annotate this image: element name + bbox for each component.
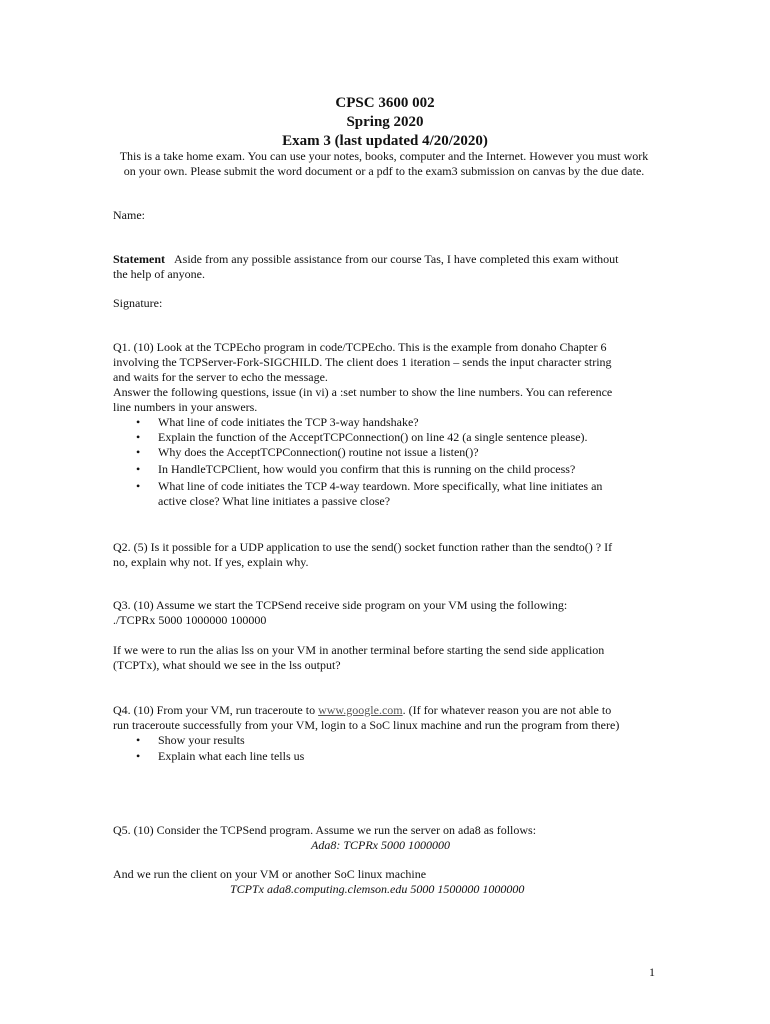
bullet-dot: • bbox=[136, 733, 141, 747]
q5-server-command: Ada8: TCPRx 5000 1000000 bbox=[311, 838, 450, 852]
q1-bullet: Explain the function of the AcceptTCPConnection() on line 42 (a single sentence please). bbox=[158, 430, 588, 444]
q4-bullet: Explain what each line tells us bbox=[158, 749, 305, 763]
q1-line: involving the TCPServer-Fork-SIGCHILD. The client does 1 iteration – sends the input character string bbox=[113, 355, 612, 369]
q1-bullet: Why does the AcceptTCPConnection() routine not issue a listen()? bbox=[158, 445, 479, 459]
bullet-dot: • bbox=[136, 430, 141, 444]
q1-bullet: What line of code initiates the TCP 3-way handshake? bbox=[158, 415, 419, 429]
statement-label: Statement bbox=[113, 252, 165, 266]
q1-line: and waits for the server to echo the message. bbox=[113, 370, 328, 384]
statement-text-1: Aside from any possible assistance from our course Tas, I have completed this exam without bbox=[173, 252, 619, 266]
exam-title: Exam 3 (last updated 4/20/2020) bbox=[282, 133, 488, 149]
bullet-dot: • bbox=[136, 445, 141, 459]
bullet-dot: • bbox=[136, 479, 141, 493]
q5-client-command: TCPTx ada8.computing.clemson.edu 5000 1500000 1000000 bbox=[230, 882, 525, 896]
q2-line-2: no, explain why not. If yes, explain why. bbox=[113, 555, 309, 569]
exam-intro: This is a take home exam. You can use your notes, books, computer and the Internet. However you must work on your own. Please submit the word document or a pdf to the exam3 submission on canvas by the due date. bbox=[119, 149, 649, 178]
q1-bullet-continued: active close? What line initiates a passive close? bbox=[158, 494, 391, 508]
q4-text-post: . (If for whatever reason you are not able to bbox=[402, 703, 612, 717]
q5-line-1: Q5. (10) Consider the TCPSend program. Assume we run the server on ada8 as follows: bbox=[113, 823, 537, 837]
q3-line-3: If we were to run the alias lss on your VM in another terminal before starting the send side application bbox=[113, 643, 605, 657]
q4-line-1 bbox=[113, 703, 611, 718]
statement-line-2: the help of anyone. bbox=[113, 267, 205, 281]
q1-line: line numbers in your answers. bbox=[113, 400, 258, 414]
statement-line-1 bbox=[113, 252, 618, 267]
q3-line-1: Q3. (10) Assume we start the TCPSend receive side program on your VM using the following: bbox=[113, 598, 568, 612]
bullet-dot: • bbox=[136, 462, 141, 476]
q5-line-2: And we run the client on your VM or another SoC linux machine bbox=[113, 867, 427, 881]
q2-line-1: Q2. (5) Is it possible for a UDP application to use the send() socket function rather than the sendto() ? If bbox=[113, 540, 613, 554]
bullet-dot: • bbox=[136, 749, 141, 763]
q1-bullet: What line of code initiates the TCP 4-way teardown. More specifically, what line initiates an bbox=[158, 479, 603, 493]
term-title: Spring 2020 bbox=[346, 114, 424, 130]
bullet-dot: • bbox=[136, 415, 141, 429]
q1-line: Answer the following questions, issue (in vi) a :set number to show the line numbers. You can reference bbox=[113, 385, 613, 399]
q4-bullet: Show your results bbox=[158, 733, 245, 747]
name-label: Name: bbox=[113, 208, 145, 222]
q1-bullet: In HandleTCPClient, how would you confirm that this is running on the child process? bbox=[158, 462, 576, 476]
signature-label: Signature: bbox=[113, 296, 163, 310]
q3-line-4: (TCPTx), what should we see in the lss output? bbox=[113, 658, 341, 672]
google-link[interactable]: www.google.com bbox=[318, 703, 403, 717]
q3-command: ./TCPRx 5000 1000000 100000 bbox=[113, 613, 267, 627]
q1-line: Q1. (10) Look at the TCPEcho program in code/TCPEcho. This is the example from donaho Chapter 6 bbox=[113, 340, 607, 354]
course-title: CPSC 3600 002 bbox=[335, 95, 435, 111]
q4-line-2: run traceroute successfully from your VM, login to a SoC linux machine and run the program from there) bbox=[113, 718, 620, 732]
page-number: 1 bbox=[649, 965, 655, 979]
q4-text-pre: Q4. (10) From your VM, run traceroute to bbox=[113, 703, 319, 717]
